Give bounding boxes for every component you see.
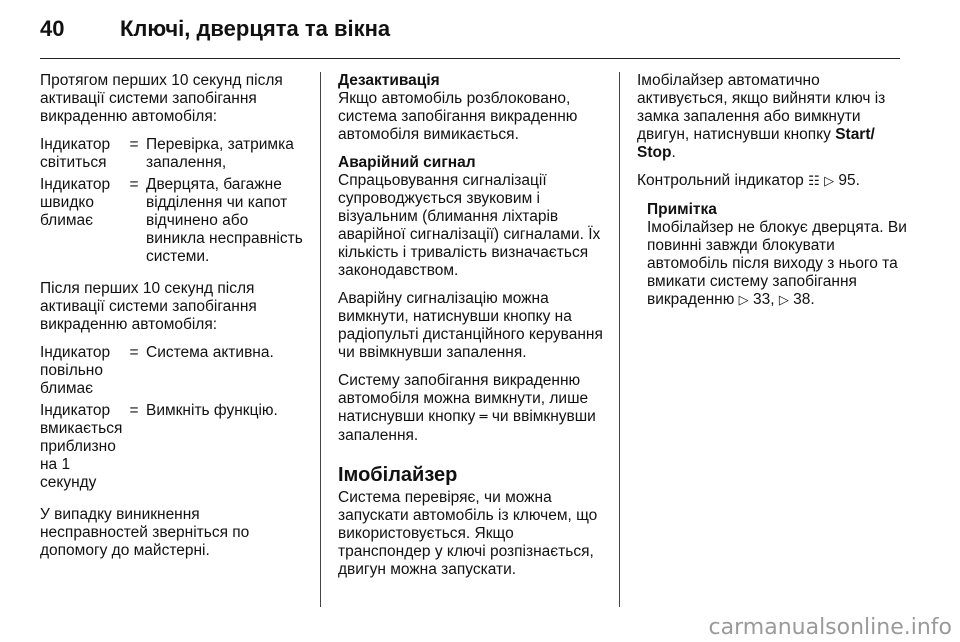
paragraph <box>637 172 907 191</box>
section-heading: Дезактивація <box>338 72 440 89</box>
page-ref[interactable]: 95. <box>838 172 860 189</box>
paragraph-text: чи ввімкнувши запалення. <box>338 408 596 444</box>
paragraph: Система перевіряє, чи можна запускати автомобіль із ключем, що використовується. Якщо транспондер у ключі розпізнається, двигун можна запускати. <box>338 489 598 578</box>
paragraph-text: Імобілайзер автоматично активується, якщо вийняти ключ із замка запалення або вимкнути двигун, натиснувши кнопку <box>637 72 886 143</box>
row-key: Індикатор повільно блимає <box>40 344 111 397</box>
table-row <box>40 344 308 398</box>
lock-button-icon: ═ <box>479 410 488 425</box>
indicator-table <box>40 136 308 266</box>
row-eq: = <box>129 402 139 419</box>
page-ref[interactable]: 38. <box>793 291 815 308</box>
row-value: Вимкніть функцію. <box>146 402 278 419</box>
paragraph <box>338 372 606 445</box>
page-ref-icon: ▷ <box>778 293 789 308</box>
note-title: Примітка <box>647 201 717 218</box>
paragraph <box>647 219 907 310</box>
paragraph: Після перших 10 секунд після активації системи запобігання викраденню автомобіля: <box>40 280 257 333</box>
page-number: 40 <box>40 16 65 41</box>
table-row <box>40 402 308 492</box>
row-key: Індикатор вмикається приблизно на 1 секунду <box>40 402 123 491</box>
column-divider <box>320 72 321 607</box>
watermark: carmanualsonline.info <box>708 615 952 640</box>
paragraph-text: Контрольний індикатор <box>637 172 804 189</box>
row-eq: = <box>129 176 139 193</box>
paragraph: Протягом перших 10 секунд після активації системи запобігання викраденню автомобіля: <box>40 72 283 125</box>
header-rule <box>40 58 900 59</box>
page-ref-icon: ▷ <box>824 174 835 189</box>
paragraph <box>637 72 907 162</box>
paragraph: Якщо автомобіль розблоковано, система запобігання викраденню автомобіля вимикається. <box>338 90 578 143</box>
paragraph: Спрацьовування сигналізації супроводжується звуковим і візуальним (блимання ліхтарів аварійної сигналізації) сигналами. Їх кількість і тривалість визначається законодавством. <box>338 172 601 279</box>
row-key: Індикатор світиться <box>40 136 111 171</box>
page-ref-icon: ▷ <box>738 293 749 308</box>
row-value: Система активна. <box>146 344 274 361</box>
indicator-table <box>40 344 308 492</box>
paragraph-text: Систему запобігання викраденню автомобіля можна вимкнути, лише натиснувши кнопку <box>338 372 589 425</box>
page-title: Ключі, дверцята та вікна <box>120 16 391 41</box>
section-heading: Імобілайзер <box>338 464 458 486</box>
column-divider <box>619 72 620 607</box>
column-middle <box>338 72 606 589</box>
paragraph-text: Імобілайзер не блокує дверцята. Ви повинні завжди блокувати автомобіль після виходу з нього та вмикати систему запобігання викраденню <box>647 219 907 308</box>
section-heading: Аварійний сигнал <box>338 154 476 171</box>
column-right <box>637 72 907 320</box>
immobilizer-indicator-icon: ☷ <box>808 174 820 189</box>
row-value: Дверцята, багажне відділення чи капот відчинено або виникла несправність системи. <box>146 176 303 265</box>
column-left <box>40 72 308 570</box>
paragraph: Аварійну сигналізацію можна вимкнути, натиснувши кнопку на радіопульті дистанційного керування чи ввімкнувши запалення. <box>338 290 603 361</box>
row-eq: = <box>129 344 139 361</box>
row-value: Перевірка, затримка запалення, <box>146 136 294 171</box>
note-block <box>647 201 907 310</box>
row-key: Індикатор швидко блимає <box>40 176 111 229</box>
page-ref[interactable]: 33, <box>752 291 775 308</box>
paragraph-text: . <box>671 144 676 161</box>
table-row <box>40 176 308 266</box>
page-header <box>40 14 390 44</box>
table-row <box>40 136 308 172</box>
paragraph: У випадку виникнення несправностей зверніться по допомогу до майстерні. <box>40 506 250 559</box>
start-stop-label: Start/ Stop <box>637 126 875 161</box>
row-eq: = <box>129 136 139 153</box>
